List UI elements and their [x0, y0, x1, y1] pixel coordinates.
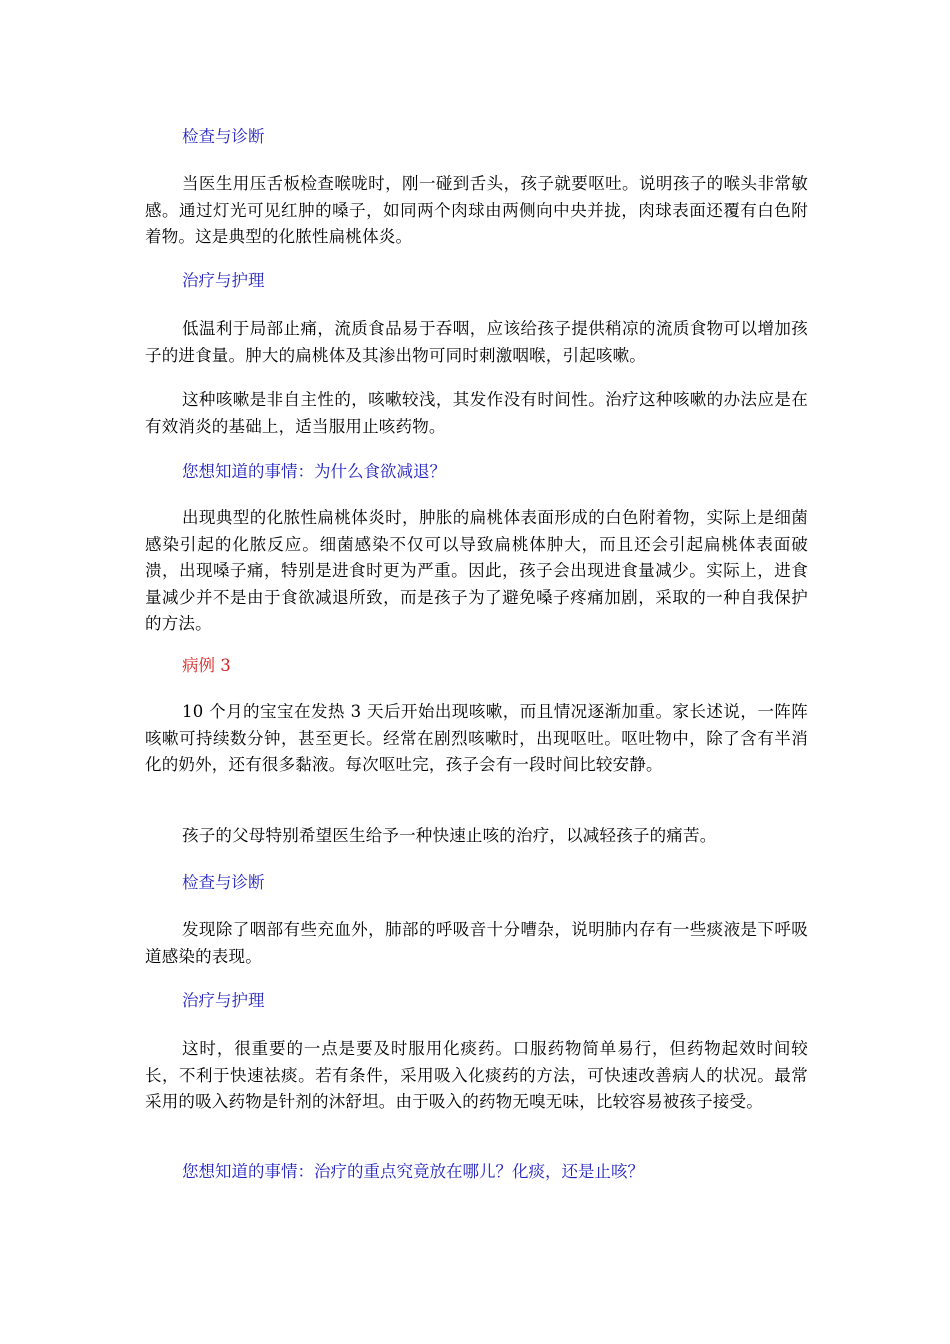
paragraph-treatment-1: 低温利于局部止痛，流质食品易于吞咽，应该给孩子提供稍凉的流质食物可以增加孩子的进食量。肿大的扁桃体及其渗出物可同时刺激咽喉，引起咳嗽。 [145, 319, 808, 365]
section-heading-question-appetite: 您想知道的事情：为什么食欲减退？ [182, 462, 446, 481]
paragraph-appetite-answer: 出现典型的化脓性扁桃体炎时，肿胀的扁桃体表面形成的白色附着物，实际上是细菌感染引起的化脓反应。细菌感染不仅可以导致扁桃体肿大，而且还会引起扁桃体表面破溃，出现嗓子痛，特别是进食时更为严重。因此，孩子会出现进食量减少。实际上，进食量减少并不是由于食欲减退所致，而是孩子为了避免嗓子疼痛加剧，采取的一种自我保护的方法。 [145, 508, 808, 633]
section-heading-treatment-care-1: 治疗与护理 [182, 271, 265, 290]
section-heading-exam-diagnosis-2: 检查与诊断 [182, 873, 265, 892]
paragraph-exam-finding-1: 当医生用压舌板检查喉咙时，刚一碰到舌头，孩子就要呕吐。说明孩子的喉头非常敏感。通过灯光可见红肿的嗓子，如同两个肉球由两侧向中央并拢，肉球表面还覆有白色附着物。这是典型的化脓性扁桃体炎。 [145, 174, 808, 246]
paragraph-case-3-parents: 孩子的父母特别希望医生给予一种快速止咳的治疗，以减轻孩子的痛苦。 [182, 826, 717, 845]
section-heading-question-focus: 您想知道的事情：治疗的重点究竟放在哪儿？化痰，还是止咳？ [182, 1162, 644, 1181]
paragraph-treatment-3: 这时，很重要的一点是要及时服用化痰药。口服药物简单易行，但药物起效时间较长，不利于快速祛痰。若有条件，采用吸入化痰药的方法，可快速改善病人的状况。最常采用的吸入药物是针剂的沐舒坦。由于吸入的药物无嗅无味，比较容易被孩子接受。 [145, 1039, 808, 1111]
paragraph-treatment-2: 这种咳嗽是非自主性的，咳嗽较浅，其发作没有时间性。治疗这种咳嗽的办法应是在有效消炎的基础上，适当服用止咳药物。 [145, 390, 808, 436]
section-heading-exam-diagnosis-1: 检查与诊断 [182, 127, 265, 146]
section-heading-treatment-care-2: 治疗与护理 [182, 991, 265, 1010]
paragraph-exam-finding-2: 发现除了咽部有些充血外，肺部的呼吸音十分嘈杂，说明肺内存有一些痰液是下呼吸道感染的表现。 [145, 920, 808, 966]
paragraph-case-3-description: 10 个月的宝宝在发热 3 天后开始出现咳嗽，而且情况逐渐加重。家长述说，一阵阵咳嗽可持续数分钟，甚至更长。经常在剧烈咳嗽时，出现呕吐。呕吐物中，除了含有半消化的奶外，还有很多黏液。每次呕吐完，孩子会有一段时间比较安静。 [145, 702, 808, 774]
case-heading-case-3: 病例 3 [182, 656, 231, 675]
